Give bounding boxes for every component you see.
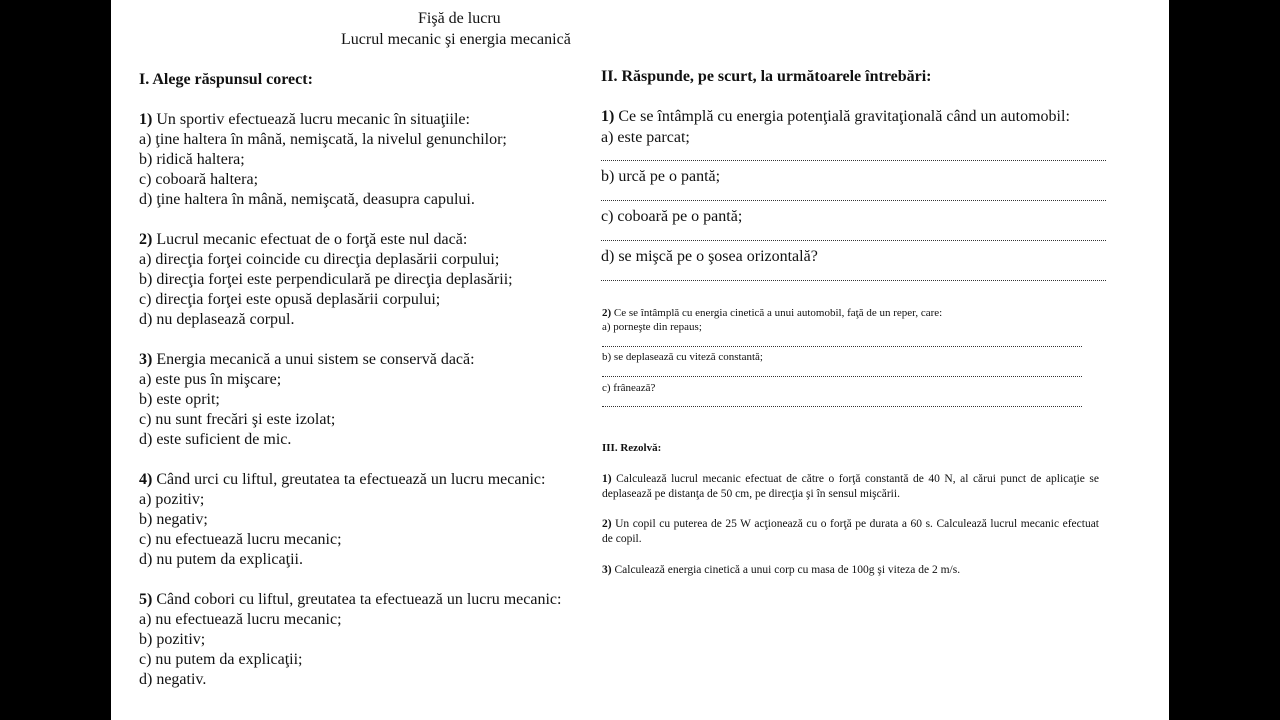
question-number: 5) — [139, 591, 153, 608]
s2-option-1d: d) se mişcă pe o şosea orizontală? — [601, 248, 818, 265]
problem-1 — [602, 472, 1099, 502]
question-number: 2) — [602, 307, 612, 319]
section-3-heading: III. Rezolvă: — [602, 442, 662, 454]
option-1a: a) ţine haltera în mână, nemişcată, la nivelul genunchilor; — [139, 131, 507, 148]
option-4a: a) pozitiv; — [139, 491, 205, 508]
problem-text: Un copil cu puterea de 25 W acţionează cu o forţă pe durata a 60 s. Calculează lucrul mecanic efectuat de copil. — [602, 518, 1099, 545]
option-1b: b) ridică haltera; — [139, 151, 245, 168]
question-5 — [139, 592, 561, 608]
problem-number: 2) — [602, 518, 612, 530]
problem-number: 1) — [602, 473, 612, 485]
question-1 — [139, 112, 470, 128]
option-4b: b) negativ; — [139, 511, 208, 528]
s2-option-1b: b) urcă pe o pantă; — [601, 168, 721, 185]
problem-number: 3) — [602, 564, 612, 576]
option-2c: c) direcţia forţei este opusă deplasării corpului; — [139, 291, 441, 308]
question-text: Când urci cu liftul, greutatea ta efectuează un lucru mecanic: — [152, 471, 546, 488]
page-subtitle: Lucrul mecanic şi energia mecanică — [341, 31, 571, 48]
question-3 — [139, 352, 475, 368]
option-5d: d) negativ. — [139, 671, 207, 688]
question-text: Un sportiv efectuează lucru mecanic în situaţiile: — [152, 111, 470, 128]
question-number: 4) — [139, 471, 153, 488]
answer-line — [601, 200, 1106, 201]
question-number: 3) — [139, 351, 153, 368]
question-text: Lucrul mecanic efectuat de o forţă este nul dacă: — [152, 231, 468, 248]
option-3a: a) este pus în mişcare; — [139, 371, 282, 388]
option-5a: a) nu efectuează lucru mecanic; — [139, 611, 342, 628]
option-1d: d) ţine haltera în mână, nemişcată, deasupra capului. — [139, 191, 475, 208]
question-text: Ce se întâmplă cu energia potenţială gravitaţională când un automobil: — [614, 108, 1070, 125]
option-2a: a) direcţia forţei coincide cu direcţia deplasării corpului; — [139, 251, 500, 268]
section-2-heading: II. Răspunde, pe scurt, la următoarele întrebări: — [601, 68, 932, 85]
s2-option-1a: a) este parcat; — [601, 129, 690, 146]
option-3c: c) nu sunt frecări şi este izolat; — [139, 411, 336, 428]
option-5c: c) nu putem da explicaţii; — [139, 651, 303, 668]
option-2b: b) direcţia forţei este perpendiculară pe direcţia deplasării; — [139, 271, 513, 288]
question-text: Energia mecanică a unui sistem se conservă dacă: — [152, 351, 475, 368]
page-title: Fişă de lucru — [418, 10, 501, 27]
section-2-question-2 — [602, 308, 942, 319]
answer-line — [602, 406, 1082, 407]
section-2-question-1 — [601, 109, 1070, 125]
answer-line — [601, 240, 1106, 241]
answer-line — [602, 376, 1082, 377]
problem-text: Calculează lucrul mecanic efectuat de către o forţă constantă de 40 N, al cărui punct de aplicaţie se deplasează pe distanţa de 50 cm, pe direcţia şi în sensul mişcării. — [602, 473, 1099, 500]
option-4c: c) nu efectuează lucru mecanic; — [139, 531, 342, 548]
question-number: 1) — [139, 111, 153, 128]
s2-option-2c: c) frânează? — [602, 382, 656, 394]
s2-option-2a: a) porneşte din repaus; — [602, 321, 702, 333]
question-text: Ce se întâmplă cu energia cinetică a unui automobil, faţă de un reper, care: — [611, 307, 943, 319]
option-5b: b) pozitiv; — [139, 631, 206, 648]
s2-option-2b: b) se deplasează cu viteză constantă; — [602, 351, 763, 363]
question-number: 1) — [601, 108, 615, 125]
question-4 — [139, 472, 545, 488]
worksheet-page — [111, 0, 1169, 720]
question-number: 2) — [139, 231, 153, 248]
problem-3 — [602, 563, 1099, 578]
option-4d: d) nu putem da explicaţii. — [139, 551, 303, 568]
option-3d: d) este suficient de mic. — [139, 431, 292, 448]
problem-2 — [602, 517, 1099, 547]
problem-text: Calculează energia cinetică a unui corp cu masa de 100g şi viteza de 2 m/s. — [611, 564, 961, 576]
answer-line — [601, 160, 1106, 161]
answer-line — [602, 346, 1082, 347]
question-2 — [139, 232, 467, 248]
answer-line — [601, 280, 1106, 281]
s2-option-1c: c) coboară pe o pantă; — [601, 208, 743, 225]
question-text: Când cobori cu liftul, greutatea ta efectuează un lucru mecanic: — [152, 591, 562, 608]
option-1c: c) coboară haltera; — [139, 171, 259, 188]
section-1-heading: I. Alege răspunsul corect: — [139, 71, 313, 88]
option-3b: b) este oprit; — [139, 391, 220, 408]
option-2d: d) nu deplasează corpul. — [139, 311, 295, 328]
